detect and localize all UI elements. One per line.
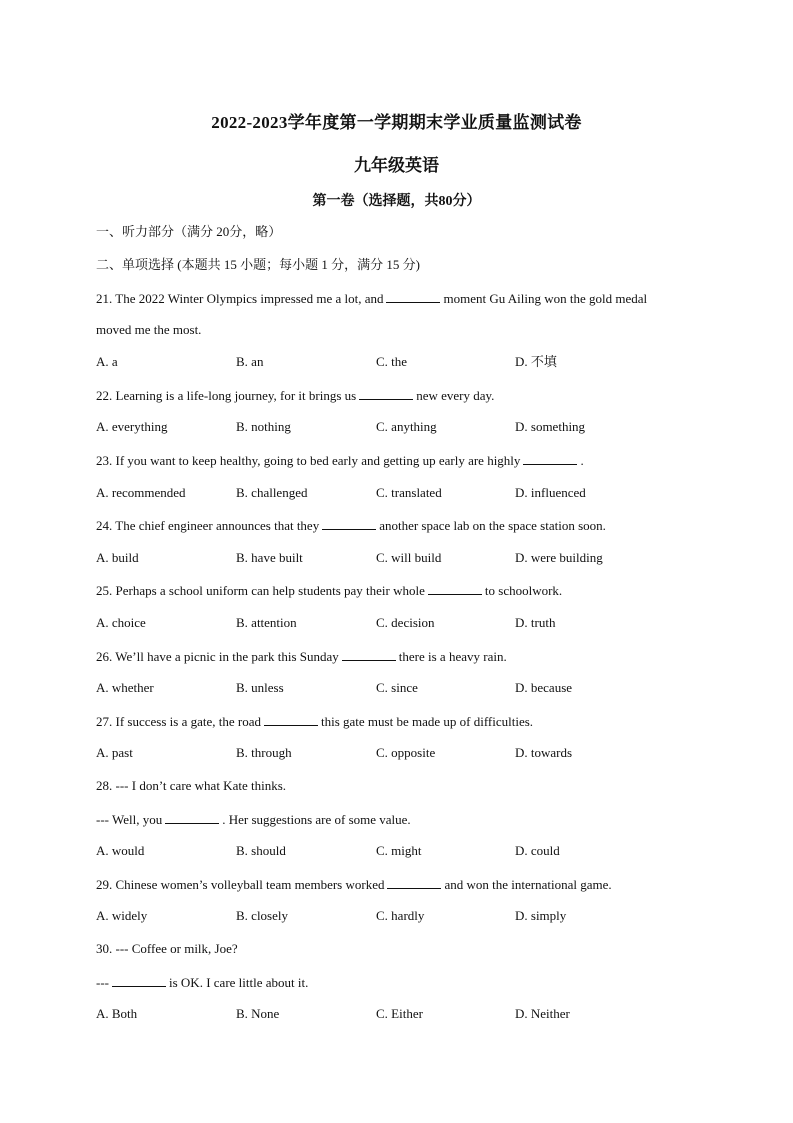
option-d[interactable]: D. were building bbox=[515, 550, 603, 565]
question-text: 25. Perhaps a school uniform can help students pay their whole bbox=[96, 583, 425, 598]
question-text: to schoolwork. bbox=[484, 583, 563, 598]
options-25 bbox=[96, 615, 696, 631]
options-24 bbox=[96, 550, 696, 566]
question-text: --- bbox=[96, 975, 109, 990]
question-text: . Her suggestions are of some value. bbox=[222, 812, 411, 827]
exam-title: 2022-2023学年度第一学期期末学业质量监测试卷 bbox=[211, 113, 582, 132]
option-d[interactable]: D. something bbox=[515, 419, 586, 434]
question-30-line2 bbox=[96, 974, 308, 991]
section-single-choice: 二、单项选择 (本题共 15 小题；每小题 1 分，满分 15 分) bbox=[96, 257, 420, 272]
options-22 bbox=[96, 419, 696, 435]
question-26 bbox=[96, 648, 507, 665]
option-a[interactable]: A. choice bbox=[96, 615, 146, 630]
option-b[interactable]: B. through bbox=[236, 745, 292, 760]
option-c[interactable]: C. decision bbox=[376, 615, 435, 630]
options-28 bbox=[96, 843, 696, 859]
question-text: 23. If you want to keep healthy, going to bed early and getting up early are highly bbox=[96, 453, 521, 468]
options-30 bbox=[96, 1006, 696, 1022]
option-a[interactable]: A. past bbox=[96, 745, 133, 760]
option-b[interactable]: B. an bbox=[236, 354, 264, 369]
question-text: --- Well, you bbox=[96, 812, 163, 827]
option-a[interactable]: A. would bbox=[96, 843, 145, 858]
question-22 bbox=[96, 387, 494, 404]
question-text: is OK. I care little about it. bbox=[169, 975, 309, 990]
part-heading: 第一卷（选择题，共80分） bbox=[312, 194, 481, 209]
option-c[interactable]: C. Either bbox=[376, 1006, 423, 1021]
question-28-line2 bbox=[96, 811, 411, 828]
option-b[interactable]: B. challenged bbox=[236, 485, 308, 500]
answer-blank[interactable] bbox=[523, 452, 577, 465]
question-29 bbox=[96, 876, 612, 893]
option-a[interactable]: A. everything bbox=[96, 419, 168, 434]
question-text: 24. The chief engineer announces that they bbox=[96, 518, 320, 533]
option-b[interactable]: B. nothing bbox=[236, 419, 291, 434]
answer-blank[interactable] bbox=[359, 387, 413, 400]
question-25 bbox=[96, 582, 562, 599]
option-c[interactable]: C. since bbox=[376, 680, 418, 695]
option-b[interactable]: B. have built bbox=[236, 550, 303, 565]
section-listening: 一、听力部分（满分 20分，略） bbox=[96, 224, 282, 239]
question-text: this gate must be made up of difficulties. bbox=[320, 714, 534, 729]
option-d[interactable]: D. because bbox=[515, 680, 573, 695]
answer-blank[interactable] bbox=[322, 517, 376, 530]
question-text: 21. The 2022 Winter Olympics impressed me a lot, and bbox=[96, 291, 384, 306]
question-text: and won the international game. bbox=[444, 877, 612, 892]
option-b[interactable]: B. should bbox=[236, 843, 286, 858]
option-a[interactable]: A. build bbox=[96, 550, 139, 565]
question-23 bbox=[96, 452, 584, 469]
options-23 bbox=[96, 485, 696, 501]
option-c[interactable]: C. translated bbox=[376, 485, 442, 500]
options-29 bbox=[96, 908, 696, 924]
option-a[interactable]: A. widely bbox=[96, 908, 148, 923]
question-text: there is a heavy rain. bbox=[398, 649, 507, 664]
option-d[interactable]: D. 不填 bbox=[515, 354, 557, 369]
option-a[interactable]: A. Both bbox=[96, 1006, 138, 1021]
answer-blank[interactable] bbox=[387, 876, 441, 889]
option-c[interactable]: C. the bbox=[376, 354, 408, 369]
exam-subtitle: 九年级英语 bbox=[354, 156, 439, 175]
option-a[interactable]: A. recommended bbox=[96, 485, 186, 500]
question-text: 22. Learning is a life-long journey, for it brings us bbox=[96, 388, 357, 403]
question-text: another space lab on the space station soon. bbox=[379, 518, 606, 533]
option-d[interactable]: D. Neither bbox=[515, 1006, 570, 1021]
answer-blank[interactable] bbox=[386, 290, 440, 303]
question-text: 27. If success is a gate, the road bbox=[96, 714, 261, 729]
option-c[interactable]: C. will build bbox=[376, 550, 442, 565]
options-21 bbox=[96, 354, 696, 370]
answer-blank[interactable] bbox=[428, 582, 482, 595]
question-30: 30. --- Coffee or milk, Joe? bbox=[96, 941, 238, 956]
option-b[interactable]: B. closely bbox=[236, 908, 288, 923]
option-c[interactable]: C. anything bbox=[376, 419, 437, 434]
option-a[interactable]: A. whether bbox=[96, 680, 154, 695]
question-text: 29. Chinese women’s volleyball team members worked bbox=[96, 877, 385, 892]
option-c[interactable]: C. opposite bbox=[376, 745, 436, 760]
option-b[interactable]: B. attention bbox=[236, 615, 297, 630]
option-c[interactable]: C. hardly bbox=[376, 908, 425, 923]
option-d[interactable]: D. influenced bbox=[515, 485, 586, 500]
question-text: new every day. bbox=[416, 388, 495, 403]
option-d[interactable]: D. truth bbox=[515, 615, 556, 630]
options-26 bbox=[96, 680, 696, 696]
question-24 bbox=[96, 517, 606, 534]
answer-blank[interactable] bbox=[342, 648, 396, 661]
options-27 bbox=[96, 745, 696, 761]
answer-blank[interactable] bbox=[112, 974, 166, 987]
question-27 bbox=[96, 713, 533, 730]
option-d[interactable]: D. towards bbox=[515, 745, 573, 760]
option-a[interactable]: A. a bbox=[96, 354, 118, 369]
question-28: 28. --- I don’t care what Kate thinks. bbox=[96, 778, 287, 793]
option-c[interactable]: C. might bbox=[376, 843, 422, 858]
question-21-line2: moved me the most. bbox=[96, 322, 202, 337]
option-d[interactable]: D. simply bbox=[515, 908, 567, 923]
option-b[interactable]: B. None bbox=[236, 1006, 280, 1021]
question-text: moment Gu Ailing won the gold medal bbox=[443, 291, 648, 306]
question-text: 26. We’ll have a picnic in the park this Sunday bbox=[96, 649, 339, 664]
question-text: . bbox=[580, 453, 584, 468]
answer-blank[interactable] bbox=[165, 811, 219, 824]
option-d[interactable]: D. could bbox=[515, 843, 560, 858]
option-b[interactable]: B. unless bbox=[236, 680, 284, 695]
question-21 bbox=[96, 290, 647, 307]
answer-blank[interactable] bbox=[264, 713, 318, 726]
